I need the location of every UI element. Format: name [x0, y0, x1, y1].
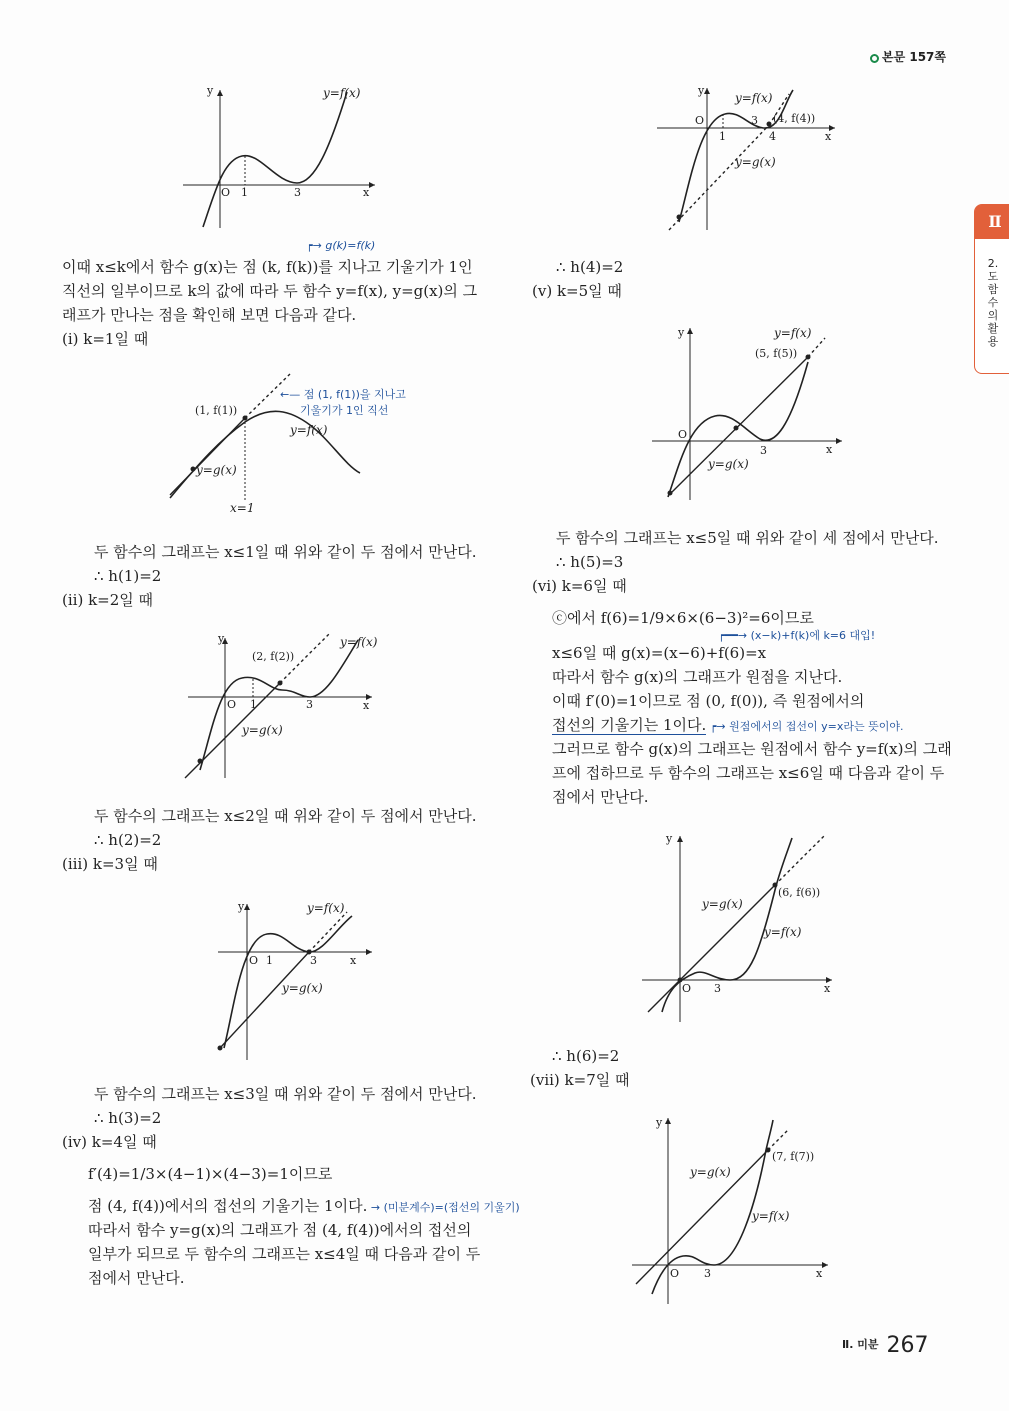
case-4-heading: (ⅳ) k=4일 때 [62, 1133, 157, 1151]
graph-case-6 [640, 830, 840, 1025]
svg-text:3: 3 [751, 114, 758, 127]
svg-text:y=f(x): y=f(x) [340, 635, 378, 649]
case-4-equation: f′(4)=1/3×(4−1)×(4−3)=1이므로 [88, 1165, 333, 1183]
case-4-line-2: 따라서 함수 y=g(x)의 그래프가 점 (4, f(4))에서의 접선의 [88, 1221, 472, 1239]
svg-text:3: 3 [310, 954, 317, 967]
svg-text:x: x [826, 443, 833, 456]
svg-text:(2, f(2)): (2, f(2)) [252, 650, 295, 663]
case-2-heading: (ⅱ) k=2일 때 [62, 591, 154, 609]
svg-text:y=f(x): y=f(x) [323, 86, 361, 100]
case-6-line-4: 그러므로 함수 g(x)의 그래프는 원점에서 함수 y=f(x)의 그래 [552, 740, 952, 758]
svg-text:y: y [666, 832, 673, 845]
case-4-line-3: 일부가 되므로 두 함수의 그래프는 x≤4일 때 다음과 같이 두 [88, 1245, 481, 1263]
svg-text:y=g(x): y=g(x) [282, 981, 323, 995]
svg-text:3: 3 [704, 1267, 711, 1280]
page-reference [870, 48, 946, 65]
note-tangent-line: ←— 점 (1, f(1))을 지나고 [280, 388, 406, 401]
svg-text:y=g(x): y=g(x) [242, 723, 283, 737]
svg-text:1: 1 [241, 186, 248, 199]
case-5-text: 두 함수의 그래프는 x≤5일 때 위와 같이 세 점에서 만난다. [556, 529, 939, 547]
intro-line-1: 이때 x≤k에서 함수 g(x)는 점 (k, f(k))를 지나고 기울기가 1인 [62, 258, 473, 276]
page-footer [842, 1333, 929, 1358]
svg-text:x: x [350, 954, 357, 967]
circle-icon [870, 54, 879, 63]
case-4-line-1: 점 (4, f(4))에서의 접선의 기울기는 1이다. → (미분계수)=(접선의 기울기) [88, 1197, 520, 1215]
svg-text:y=g(x): y=g(x) [690, 1165, 731, 1179]
svg-text:y=f(x): y=f(x) [290, 423, 328, 437]
svg-text:y=f(x): y=f(x) [764, 925, 802, 939]
svg-text:y=g(x): y=g(x) [702, 897, 743, 911]
svg-text:3: 3 [294, 186, 301, 199]
svg-text:x: x [824, 982, 831, 995]
svg-text:y: y [207, 84, 214, 97]
case-6-line-2: 이때 f′(0)=1이므로 점 (0, f(0)), 즉 원점에서의 [552, 692, 865, 710]
case-6-heading: (ⅵ) k=6일 때 [532, 577, 627, 595]
svg-text:x: x [825, 130, 832, 143]
svg-text:3: 3 [760, 444, 767, 457]
svg-text:1: 1 [266, 954, 273, 967]
svg-text:(5, f(5)): (5, f(5)) [755, 347, 798, 360]
case-4-result: ∴ h(4)=2 [556, 258, 624, 276]
case-6-equation: ⓒ에서 f(6)=1/9×6×(6−3)²=6이므로 [552, 609, 814, 627]
case-7-heading: (ⅶ) k=7일 때 [530, 1071, 630, 1089]
svg-text:x: x [363, 186, 370, 199]
case-3-heading: (ⅲ) k=3일 때 [62, 855, 158, 873]
svg-text:O: O [695, 114, 705, 127]
svg-text:y=g(x): y=g(x) [708, 457, 749, 471]
case-3-text: 두 함수의 그래프는 x≤3일 때 위와 같이 두 점에서 만난다. [94, 1085, 477, 1103]
svg-text:y=f(x): y=f(x) [774, 326, 812, 340]
graph-case-7 [628, 1112, 838, 1307]
svg-text:y: y [656, 1116, 663, 1129]
case-6-line-3: 접선의 기울기는 1이다. ┍→ 원점에서의 접선이 y=x라는 뜻이야. [552, 716, 904, 734]
intro-line-2: 직선의 일부이므로 k의 값에 따라 두 함수 y=f(x), y=g(x)의 그 [62, 282, 478, 300]
chapter-tab [974, 204, 1009, 374]
case-2-result: ∴ h(2)=2 [94, 831, 162, 849]
svg-text:y=f(x): y=f(x) [735, 91, 773, 105]
intro-line-3: 래프가 만나는 점을 확인해 보면 다음과 같다. [62, 306, 357, 324]
svg-text:y: y [238, 900, 245, 913]
svg-text:O: O [678, 428, 688, 441]
svg-text:y=g(x): y=g(x) [196, 463, 237, 477]
case-5-heading: (ⅴ) k=5일 때 [532, 282, 622, 300]
svg-text:x: x [816, 1267, 823, 1280]
svg-text:3: 3 [306, 698, 313, 711]
case-6-line-5: 프에 접하므로 두 함수의 그래프는 x≤6일 때 다음과 같이 두 [552, 764, 945, 782]
svg-text:(6, f(6)): (6, f(6)) [778, 886, 821, 899]
tab-chapter-title: 2. 도함수의 활용 [987, 257, 999, 348]
case-6-line-1: 따라서 함수 g(x)의 그래프가 원점을 지난다. [552, 668, 843, 686]
case-5-result: ∴ h(5)=3 [556, 553, 624, 571]
svg-text:O: O [221, 186, 231, 199]
page-number: 267 [886, 1333, 929, 1358]
case-6-result: ∴ h(6)=2 [552, 1047, 620, 1065]
svg-text:O: O [682, 982, 692, 995]
case-3-result: ∴ h(3)=2 [94, 1109, 162, 1127]
graph-case-2 [180, 630, 380, 780]
case-4-line-4: 점에서 만난다. [88, 1269, 185, 1287]
svg-text:(4, f(4)): (4, f(4)) [773, 112, 816, 125]
note-tangent-line-2: 기울기가 1인 직선 [300, 404, 389, 417]
graph-base [175, 82, 385, 232]
case-1-text: 두 함수의 그래프는 x≤1일 때 위와 같이 두 점에서 만난다. [94, 543, 477, 561]
svg-text:O: O [249, 954, 259, 967]
case-6-note: ┍━━→ (x−k)+f(k)에 k=6 대입! [718, 629, 876, 642]
svg-text:O: O [670, 1267, 680, 1280]
case-2-text: 두 함수의 그래프는 x≤2일 때 위와 같이 두 점에서 만난다. [94, 807, 477, 825]
case-1-result: ∴ h(1)=2 [94, 567, 162, 585]
ref-label: 본문 157쪽 [882, 50, 947, 64]
svg-text:x=1: x=1 [230, 501, 255, 515]
graph-case-3 [212, 898, 382, 1063]
graph-case-5 [650, 322, 850, 502]
case-1-heading: (ⅰ) k=1일 때 [62, 330, 149, 348]
svg-text:x: x [363, 699, 370, 712]
note-gk: ┍→ g(k)=f(k) [306, 239, 376, 252]
svg-text:1: 1 [719, 130, 726, 143]
tab-roman: Ⅱ [975, 205, 1009, 239]
svg-text:(1, f(1)): (1, f(1)) [195, 404, 238, 417]
svg-text:y=g(x): y=g(x) [735, 155, 776, 169]
svg-text:y: y [698, 84, 705, 97]
svg-text:4: 4 [769, 130, 776, 143]
svg-text:(7, f(7)): (7, f(7)) [772, 1150, 815, 1163]
svg-text:y: y [218, 632, 225, 645]
svg-text:y=f(x): y=f(x) [307, 901, 345, 915]
svg-text:3: 3 [714, 982, 721, 995]
svg-text:O: O [227, 698, 237, 711]
footer-section: Ⅱ. 미분 [842, 1338, 879, 1351]
case-6-line-6: 점에서 만난다. [552, 788, 649, 806]
svg-text:1: 1 [250, 698, 257, 711]
svg-text:y=f(x): y=f(x) [752, 1209, 790, 1223]
graph-case-4 [655, 82, 840, 232]
case-6-g: x≤6일 때 g(x)=(x−6)+f(6)=x [552, 644, 767, 662]
svg-text:y: y [678, 326, 685, 339]
